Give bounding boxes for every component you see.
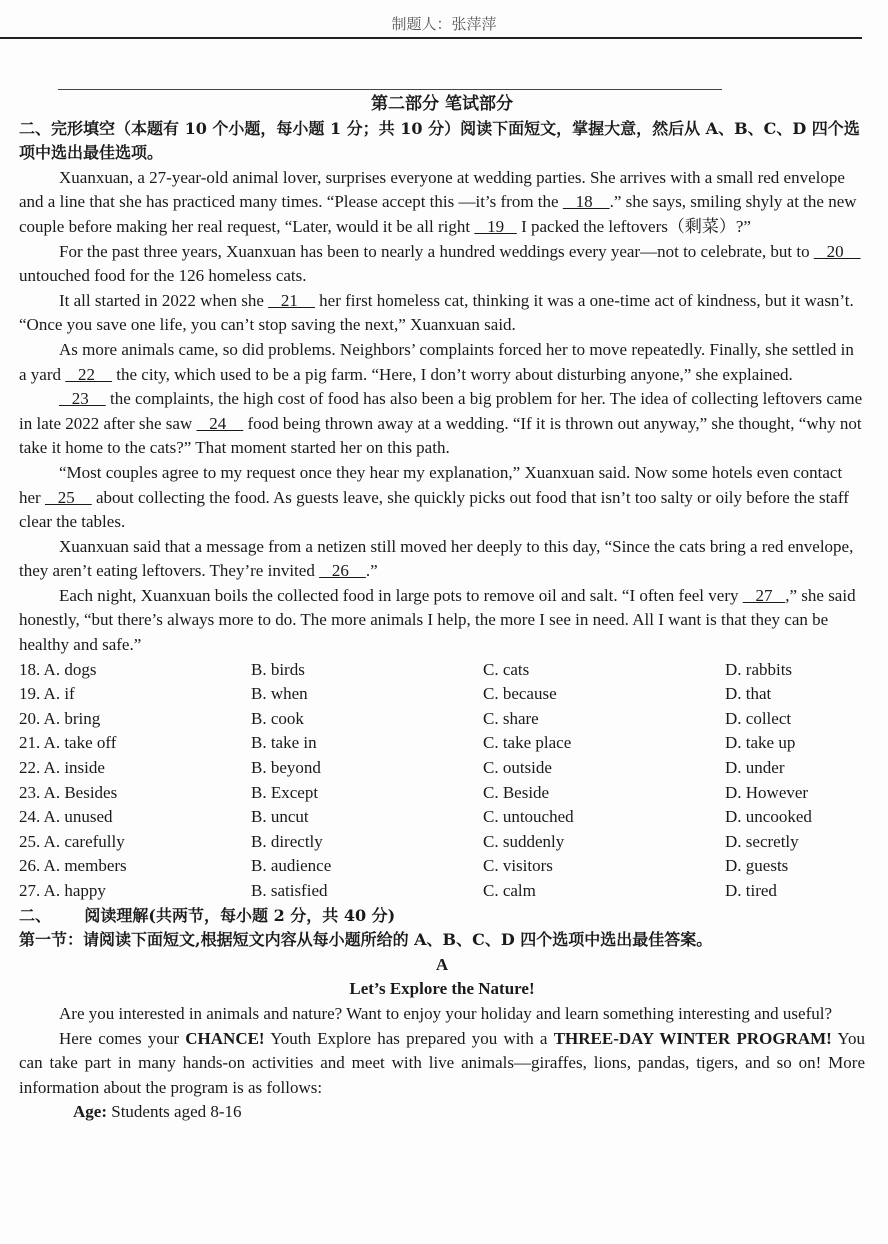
- blank-27: 27: [742, 585, 786, 605]
- option-a: 23. A. Besides: [19, 782, 118, 802]
- option-b: B. take in: [251, 733, 317, 753]
- text: the complaints, the high cost of food has also been a big problem for her. The idea of collecting leftovers came in late 2022 after she saw: [19, 389, 863, 433]
- reading-title: 二、 阅读理解(共两节，每小题 2 分，共 40 分): [19, 905, 396, 925]
- text: Here comes your: [59, 1028, 186, 1048]
- blank-19: 19: [474, 216, 517, 236]
- blank-23: 23: [59, 389, 106, 409]
- option-row: [19, 805, 865, 830]
- option-c: C. suddenly: [483, 831, 565, 851]
- passage-title: Let’s Explore the Nature!: [349, 979, 535, 999]
- header-author: 制题人：张萍萍: [391, 15, 497, 33]
- option-c: C. untouched: [483, 807, 574, 827]
- cloze-paragraph: [19, 387, 865, 461]
- option-a: 25. A. carefully: [19, 831, 125, 851]
- option-b: B. birds: [251, 659, 305, 679]
- text: For the past three years, Xuanxuan has been to nearly a hundred weddings every year—not to celebrate, but to: [59, 241, 814, 261]
- section-divider: [58, 89, 722, 90]
- program-emphasis: THREE-DAY WINTER PROGRAM!: [553, 1028, 832, 1048]
- text: Each night, Xuanxuan boils the collected food in large pots to remove oil and salt. “I often feel very: [59, 585, 743, 605]
- option-a: 27. A. happy: [19, 881, 106, 900]
- age-value: Students aged 8-16: [106, 1102, 242, 1122]
- option-d: D. secretly: [725, 831, 799, 851]
- cloze-instruction: 二、完形填空（本题有 10 个小题，每小题 1 分；共 10 分）阅读下面短文，掌握大意，然后从 A、B、C、D 四个选项中选出最佳选项。: [19, 118, 860, 163]
- option-b: B. uncut: [251, 807, 309, 827]
- option-c: C. share: [483, 708, 539, 728]
- cloze-paragraph: [19, 535, 865, 584]
- option-b: B. satisfied: [251, 881, 328, 900]
- option-row: [19, 707, 865, 732]
- option-d: D. take up: [725, 733, 796, 753]
- text: the city, which used to be a pig farm. “Here, I don’t worry about disturbing anyone,” she explained.: [112, 364, 793, 384]
- option-c: C. take place: [483, 733, 572, 753]
- option-row: [19, 756, 865, 781]
- options-list: [19, 658, 865, 904]
- cloze-paragraph: [19, 166, 865, 240]
- cloze-paragraph: [19, 240, 865, 289]
- text: Youth Explore has prepared you with a: [264, 1028, 554, 1048]
- option-row: [19, 781, 865, 806]
- text: ,” she said honestly, “but there’s always more to do. The more animals I help, the more I see in need. All I want is that they can be healthy and safe.”: [19, 585, 856, 655]
- cloze-paragraph: [19, 289, 865, 338]
- content: [19, 92, 865, 1125]
- blank-24: 24: [196, 413, 244, 433]
- option-d: D. tired: [725, 881, 777, 900]
- option-a: 24. A. unused: [19, 807, 113, 827]
- option-a: 19. A. if: [19, 684, 75, 704]
- option-c: C. because: [483, 684, 557, 704]
- option-b: B. directly: [251, 831, 323, 851]
- option-d: D. collect: [725, 708, 792, 728]
- text: her first homeless cat, thinking it was a one-time act of kindness, but it wasn’t. “Once you save one life, you can’t stop saving the next,” Xuanxuan said.: [19, 290, 854, 335]
- blank-25: 25: [44, 487, 92, 507]
- text: I packed the leftovers（剩菜）?”: [516, 216, 751, 236]
- option-b: B. cook: [251, 708, 304, 728]
- age-line: [19, 1100, 865, 1125]
- option-d: D. rabbits: [725, 659, 793, 679]
- header-divider: [0, 37, 862, 39]
- chance-emphasis: CHANCE!: [185, 1028, 265, 1048]
- text: Xuanxuan said that a message from a netizen still moved her deeply to this day, “Since the cats bring a red envelope, they aren’t eating leftovers. They’re invited: [19, 536, 854, 581]
- option-b: B. Except: [251, 782, 319, 802]
- cloze-paragraph: [19, 338, 865, 387]
- option-d: D. under: [725, 758, 785, 778]
- text: Xuanxuan, a 27-year-old animal lover, surprises everyone at wedding parties. She arrives with a small red envelope and a line that she has practiced many times. “Please accept this —it’s from the: [19, 167, 845, 212]
- text: .” she says, smiling shyly at the new couple before making her real request, “Later, would it be all right: [19, 192, 857, 236]
- text: food being thrown away at a wedding. “If it is thrown out anyway,” she thought, “why not take it home to the cats?” That moment started her on this path.: [19, 413, 862, 458]
- option-row: [19, 731, 865, 756]
- option-d: D. guests: [725, 856, 789, 876]
- text: untouched food for the 126 homeless cats.: [19, 266, 307, 286]
- option-a: 21. A. take off: [19, 733, 117, 753]
- option-a: 20. A. bring: [19, 708, 101, 728]
- option-b: B. beyond: [251, 758, 321, 778]
- option-b: B. audience: [251, 856, 332, 876]
- option-d: D. uncooked: [725, 807, 812, 827]
- blank-22: 22: [65, 364, 113, 384]
- option-row: [19, 879, 865, 904]
- option-a: 26. A. members: [19, 856, 127, 876]
- option-c: C. cats: [483, 659, 530, 679]
- option-row: [19, 682, 865, 707]
- text: about collecting the food. As guests leave, she quickly picks out food that isn’t too salty or oily before the staff clear the tables.: [19, 487, 849, 532]
- option-row: [19, 830, 865, 855]
- option-c: C. calm: [483, 881, 536, 900]
- passage-paragraph: [19, 1027, 865, 1101]
- option-c: C. Beside: [483, 782, 550, 802]
- text: It all started in 2022 when she: [59, 290, 269, 310]
- blank-20: 20: [813, 241, 861, 261]
- blank-21: 21: [268, 290, 315, 310]
- option-a: 18. A. dogs: [19, 659, 97, 679]
- blank-26: 26: [319, 561, 366, 581]
- text: .”: [365, 561, 378, 581]
- passage-paragraph: Are you interested in animals and nature? Want to enjoy your holiday and learn something interesting and useful?: [59, 1003, 833, 1023]
- option-row: [19, 854, 865, 879]
- cloze-paragraph: [19, 584, 865, 658]
- cloze-paragraph: [19, 461, 865, 535]
- option-b: B. when: [251, 684, 308, 704]
- text: As more animals came, so did problems. Neighbors’ complaints forced her to move repeatedly. Finally, she settled in a yard: [19, 339, 854, 384]
- reading-section1-instruction: 第一节：请阅读下面短文,根据短文内容从每小题所给的 A、B、C、D 四个选项中选出最佳答案。: [19, 930, 713, 950]
- option-row: [19, 658, 865, 683]
- passage-letter: A: [435, 954, 449, 974]
- blank-18: 18: [562, 192, 610, 212]
- option-a: 22. A. inside: [19, 758, 105, 778]
- option-d: D. However: [725, 782, 809, 802]
- text: You can take part in many hands-on activities and meet with live animals—giraffes, lions, pandas, tigers, and so on! More information about the program is as follows:: [19, 1028, 866, 1097]
- option-d: D. that: [725, 684, 772, 704]
- text: “Most couples agree to my request once they hear my explanation,” Xuanxuan said. Now some hotels even contact her: [19, 462, 843, 507]
- option-c: C. outside: [483, 758, 552, 778]
- option-c: C. visitors: [483, 856, 553, 876]
- part-title: 第二部分 笔试部分: [371, 94, 513, 114]
- age-label: Age:: [73, 1102, 107, 1122]
